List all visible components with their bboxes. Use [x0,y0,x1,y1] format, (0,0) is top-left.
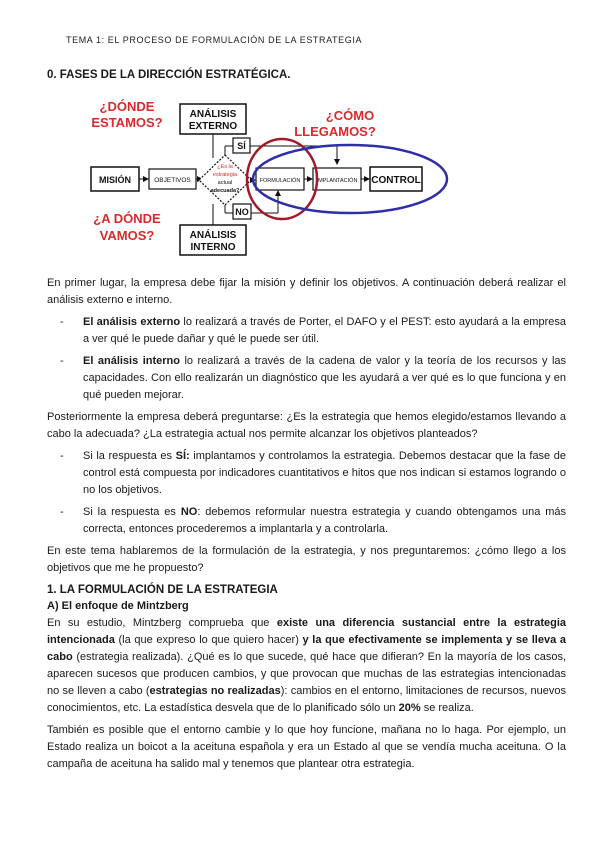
donde-estamos-line2: ESTAMOS? [91,115,163,130]
a-donde-vamos-line1: ¿A DÓNDE [93,211,161,226]
intro-paragraph-1: En primer lugar, la empresa debe fijar la misión y definir los objetivos. A continuación deberá realizar el análisis externo e interno. [47,277,566,306]
mintzberg-text-c: (la que expreso lo que quiero hacer) [114,634,303,646]
decision-line3: actual [217,180,233,186]
implantacion-label: IMPLANTACIÓN [316,178,358,184]
list-item-analisis-externo [47,314,566,348]
mintzberg-bold-b: existe una diferencia sustancial entre la estrategia intencionada [47,617,566,646]
section-1a-subtitle: A) El enfoque de Mintzberg [47,600,189,612]
mintzberg-paragraph-2: También es posible que el entorno cambie y lo que hoy funcione, mañana no lo haga. Por ejemplo, un Estado realiza un boicot a la aceituna española y era un Estado al que se vendía mucha aceituna. O la campaña de aceituna ha salido mal y tenemos que plantear otra estrategia. [47,724,566,770]
text-si-rest: implantamos y controlamos la estrategia. Debemos destacar que la fase de control está compuesta por indicadores cuantitativos e hitos que nos indican si estamos logrando o no los objetivos. [83,450,566,496]
analisis-interno-line2: INTERNO [190,242,236,253]
text-no-rest: : debemos reformular nuestra estrategia y cuando obtengamos una más correcta, entonces procederemos a implantarla y a controlarla. [83,506,567,535]
analysis-list [47,314,566,404]
strategy-phases-diagram [85,92,518,260]
decision-line1: ¿Es la [217,164,233,170]
decision-line4: adecuada? [210,188,240,194]
como-llegamos-line2: LLEGAMOS? [294,124,376,139]
bold-si: SÍ: [175,450,190,462]
mintzberg-text-a: En su estudio, Mintzberg comprueba que [47,617,277,629]
list-item-respuesta-si [47,448,566,499]
donde-estamos-line1: ¿DÓNDE [99,99,155,114]
list-item-analisis-interno [47,353,566,404]
intro-section [47,275,566,582]
text-no-pre: Si la respuesta es [83,506,181,518]
text-analisis-externo: lo realizará a través de Porter, el DAFO y el PEST: esto ayudará a la empresa a ver qué le puede dañar y qué le puede ser útil. [83,316,566,345]
control-label: CONTROL [371,175,421,186]
answer-list [47,448,566,538]
si-label: SÍ [237,141,246,151]
list-item-respuesta-no [47,504,566,538]
text-analisis-interno: lo realizará a través de la cadena de valor y la teoría de los recursos y las capacidades. Con ello realizarán un diagnóstico que les ayudará a ver qué es lo que funciona y en qué pueden mejorar. [83,355,567,401]
bold-no: NO [180,506,198,518]
analisis-externo-line2: EXTERNO [188,121,238,132]
mision-label: MISIÓN [98,175,132,185]
analisis-externo-line1: ANÁLISIS [189,109,237,120]
section-0-title: 0. FASES DE LA DIRECCIÓN ESTRATÉGICA. [47,69,291,81]
mintzberg-bold-h: 20% [398,702,421,714]
formulacion-label: FORMULACIÓN [259,178,301,184]
text-si-pre: Si la respuesta es [83,450,176,462]
intro-paragraph-2: Posteriormente la empresa deberá preguntarse: ¿Es la estrategia que hemos elegido/estamos llevando a cabo la adecuada? ¿La estrategia actual nos permite alcanzar los objetivos planteados? [47,411,566,440]
mintzberg-text-i: se realiza. [420,702,474,714]
section-1 [47,582,566,778]
no-label: NO [235,207,249,217]
section-1-title: 1. LA FORMULACIÓN DE LA ESTRATEGIA [47,584,278,596]
mintzberg-text-e: (estrategia realizada). ¿Qué es lo que sucede, qué hace que difieran? En la mayoría de los casos, aparecen sucesos que producen cambios, y que provocan que muchas de las estrategias intencionadas no se lleven a cabo ( [47,651,566,697]
bold-analisis-externo: El análisis externo [83,316,181,328]
analisis-interno-line1: ANÁLISIS [189,230,237,241]
mintzberg-paragraph-1 [47,615,566,717]
decision-line2: estrategia [212,172,238,178]
como-llegamos-line1: ¿CÓMO [325,108,375,123]
bold-analisis-interno: El análisis interno [83,355,180,367]
a-donde-vamos-line2: VAMOS? [99,228,155,243]
intro-paragraph-3: En este tema hablaremos de la formulación de la estrategia, y nos preguntaremos: ¿cómo llego a los objetivos que me he propuesto? [47,545,566,574]
mintzberg-text-g: ): cambios en el entorno, limitaciones de recursos, nuevos conocimientos, etc. La estadística desvela que de lo planificado sólo un [47,685,566,714]
objetivos-label: OBJETIVOS [154,177,191,184]
mintzberg-bold-f: estrategias no realizadas [149,685,281,697]
mintzberg-bold-d: y la que efectivamente se implementa y se lleva a cabo [47,634,566,663]
running-header: TEMA 1: EL PROCESO DE FORMULACIÓN DE LA ESTRATEGIA [66,35,363,45]
